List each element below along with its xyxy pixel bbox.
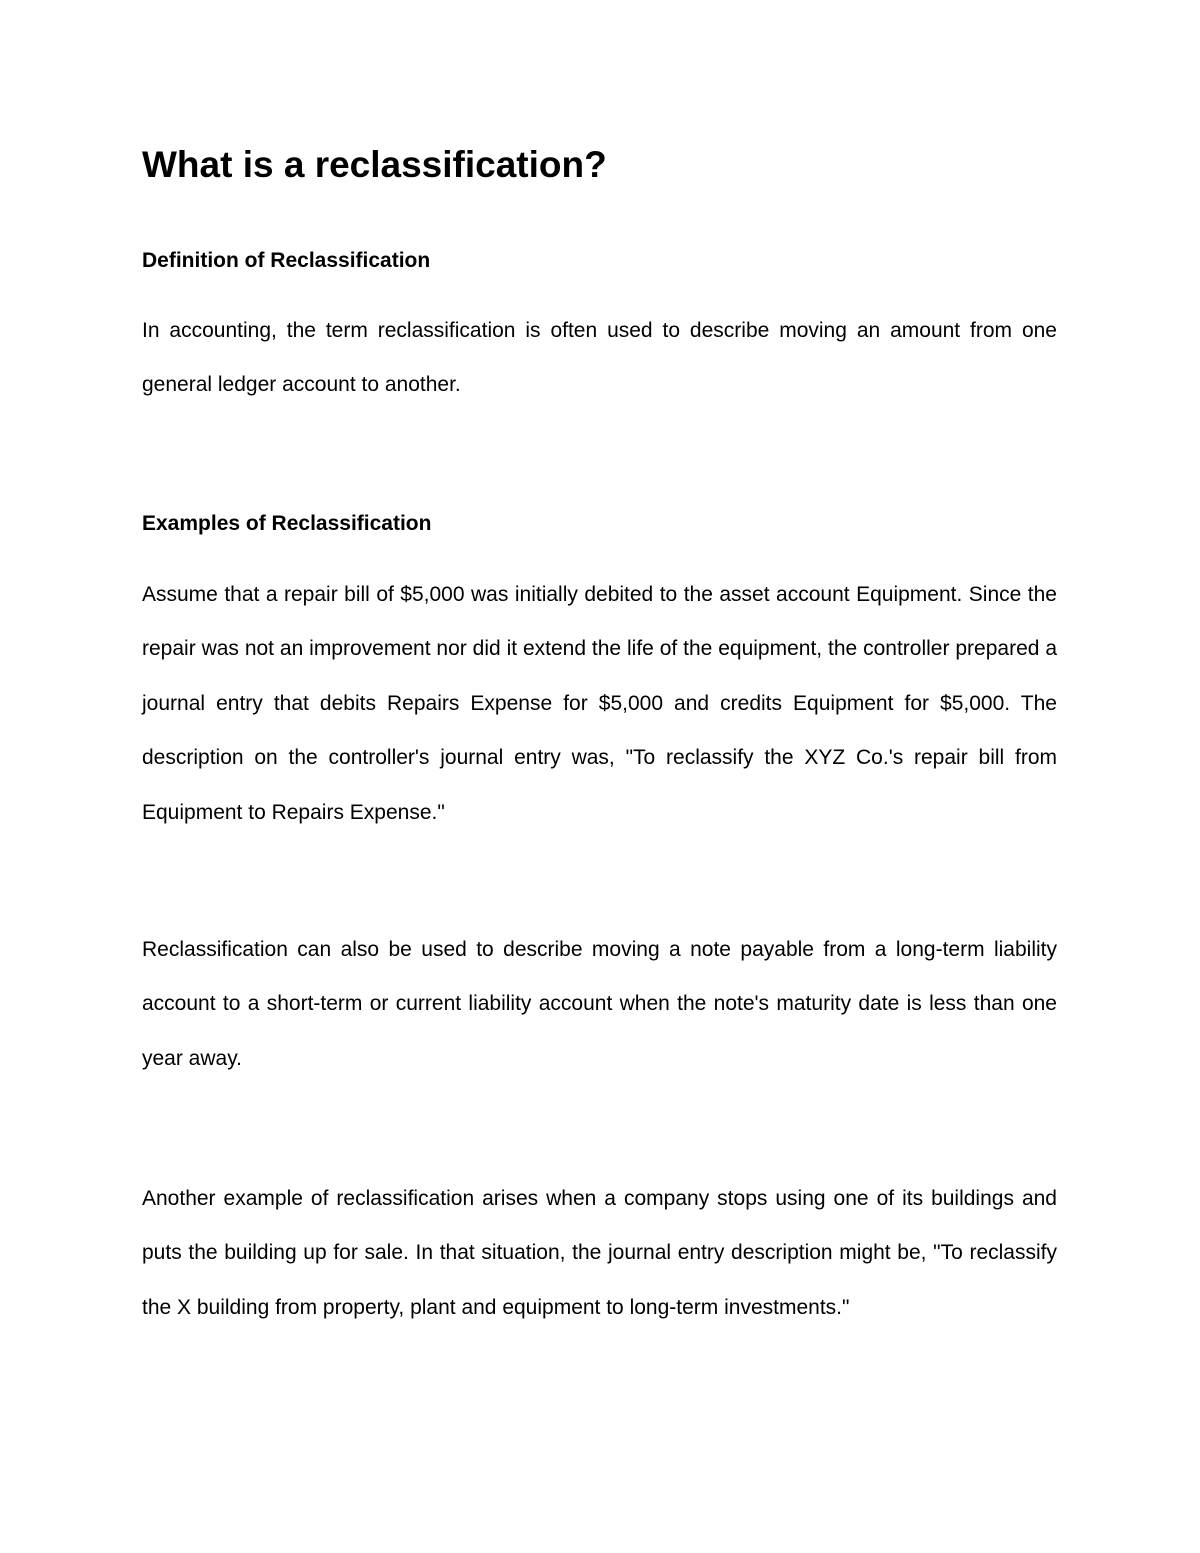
definition-paragraph: In accounting, the term reclassification is often used to describe moving an amount from one general ledger account to another. (142, 319, 1057, 397)
section-heading-definition: Definition of Reclassification (142, 249, 431, 272)
page-title: What is a reclassification? (142, 144, 607, 185)
example-paragraph-note-payable: Reclassification can also be used to describe moving a note payable from a long-term liability account to a short-term or current liability account when the note's maturity date is less than one year away. (142, 938, 1057, 1070)
section-heading-examples: Examples of Reclassification (142, 512, 432, 535)
example-paragraph-building-sale: Another example of reclassification arises when a company stops using one of its buildings and puts the building up for sale. In that situation, the journal entry description might be, "To reclassify the X building from property, plant and equipment to long-term investments." (142, 1187, 1057, 1319)
example-paragraph-repair-bill: Assume that a repair bill of $5,000 was initially debited to the asset account Equipment. Since the repair was not an improvement nor did it extend the life of the equipment, the controller prepared a journal entry that debits Repairs Expense for $5,000 and credits Equipment for $5,000. The description on the controller's journal entry was, "To reclassify the XYZ Co.'s repair bill from Equipment to Repairs Expense." (142, 583, 1057, 824)
